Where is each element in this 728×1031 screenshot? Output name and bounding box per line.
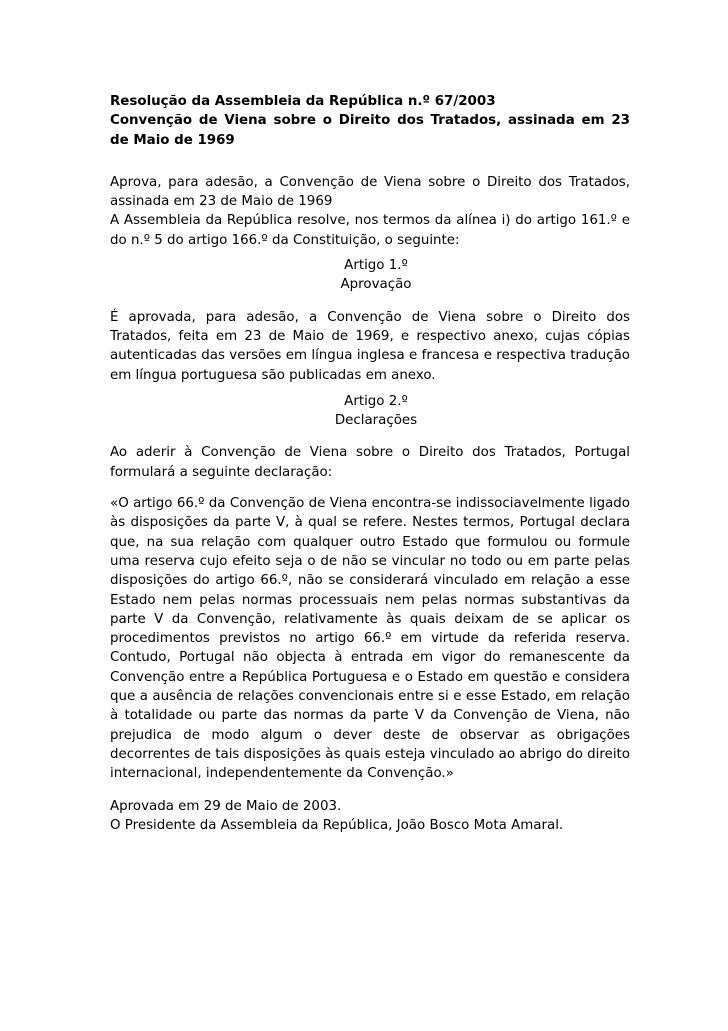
convention-title: Convenção de Viena sobre o Direito dos Tratados, assinada em 23 de Maio de 1969 (110, 113, 630, 148)
article-1-header (110, 256, 630, 295)
article-1-text: É aprovada, para adesão, a Convenção de Viena sobre o Direito dos Tratados, feita em 23 de Maio de 1969, e respectivo anexo, cujas cópias autenticadas das versões em língua inglesa e francesa e respectiva tradução em língua portuguesa são publicadas em anexo. (110, 309, 630, 383)
intro-block (110, 173, 630, 250)
approval-date: Aprovada em 29 de Maio de 2003. (110, 798, 342, 814)
article-2-number: Artigo 2.º (344, 393, 408, 409)
declaration-text: «O artigo 66.º da Convenção de Viena encontra-se indissociavelmente ligado às disposições da parte V, à qual se refere. Nestes termos, Portugal declara que, na sua relação com qualquer outro Estado que formulou ou formule uma reserva cujo efeito seja o de não se vincular no todo ou em parte pelas disposições do artigo 66.º, não se considerará vinculado em relação a esse Estado nem pelas normas processuais nem pelas normas substantivas da parte V da Convenção, relativamente às quais deixam de se aplicar os procedimentos previstos no artigo 66.º em virtude da referida reserva. Contudo, Portugal não objecta à entrada em vigor do remanescente da Convenção entre a República Portuguesa e o Estado em questão e considera que a ausência de relações convencionais entre si e esse Estado, em relação à totalidade ou parte das normas da parte V da Convenção de Viena, não prejudica de modo algum o dever deste de observar as obrigações decorrentes de tais disposições às quais esteja vinculado ao abrigo do direito internacional, independentemente da Convenção.» (110, 496, 630, 782)
article-2-header (110, 392, 630, 431)
document-title (110, 92, 630, 150)
article-2-heading: Declarações (334, 413, 418, 429)
article-1-number: Artigo 1.º (344, 258, 408, 274)
article-1-heading: Aprovação (340, 277, 412, 293)
intro-resolution-text: A Assembleia da República resolve, nos termos da alínea i) do artigo 161.º e do n.º 5 do artigo 166.º da Constituição, o seguinte: (110, 213, 630, 248)
document-page (110, 92, 630, 835)
president-signature: O Presidente da Assembleia da República, João Bosco Mota Amaral. (110, 817, 564, 833)
intro-approval-text: Aprova, para adesão, a Convenção de Viena sobre o Direito dos Tratados, assinada em 23 de Maio de 1969 (110, 174, 630, 210)
resolution-title: Resolução da Assembleia da República n.º 67/2003 (110, 94, 496, 109)
article-2-text: Ao aderir à Convenção de Viena sobre o Direito dos Tratados, Portugal formulará a seguinte declaração: (110, 445, 630, 480)
closing-block (110, 797, 630, 836)
